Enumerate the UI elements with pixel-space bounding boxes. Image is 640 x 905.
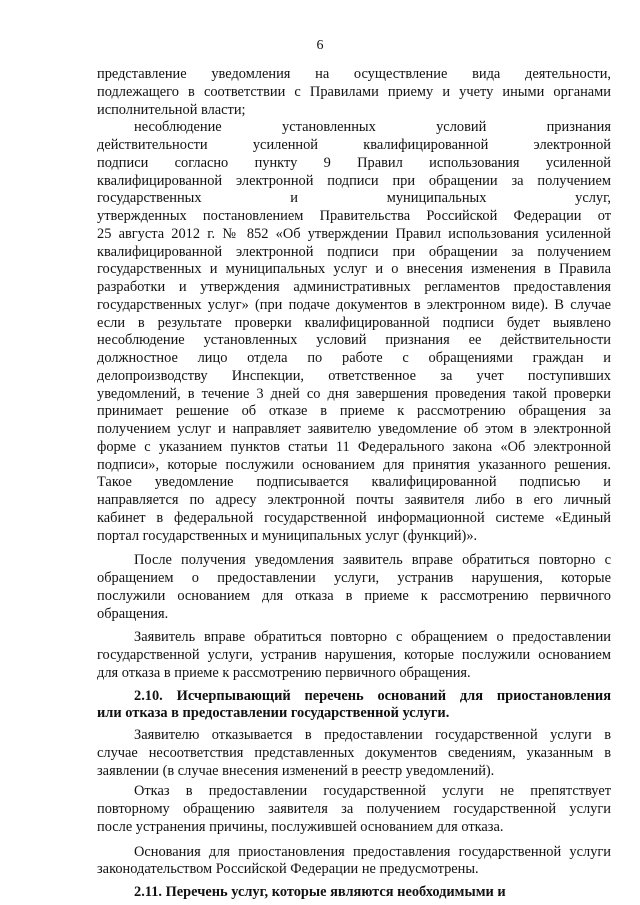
paragraph xyxy=(97,783,611,836)
paragraph xyxy=(97,629,611,682)
text-line: после устранения причины, послужившей основанием для отказа. xyxy=(97,818,504,835)
text-line: законодательством Российской Федерации не предусмотрены. xyxy=(97,861,479,878)
section-heading xyxy=(97,688,611,724)
text-line: государственной услуги, устранив нарушения, которые послужили основанием xyxy=(97,647,611,663)
text-line: государственных и муниципальных услуг, xyxy=(97,190,611,207)
section-heading xyxy=(97,884,611,902)
text-line: получением услуг и направляет заявителю уведомление об этом в электронной xyxy=(97,421,611,437)
text-line: представление уведомления на осуществление вида деятельности, xyxy=(97,66,611,82)
text-line: уведомлений, в течение 3 дней со дня завершения проведения такой проверки xyxy=(97,385,611,402)
text-line: послужили основанием для отказа в приеме к рассмотрению первичного xyxy=(97,587,611,604)
text-line: 2.10. Исчерпывающий перечень оснований для приостановления xyxy=(134,687,611,704)
text-line: должностное лицо отдела по работе с обращениями граждан и xyxy=(97,350,611,366)
text-line: принимает решение об отказе в приеме к рассмотрению обращения за xyxy=(97,403,611,420)
text-line: исполнительной власти; xyxy=(97,101,246,118)
text-line: государственных и муниципальных услуг и о внесения изменения в Правила xyxy=(97,261,611,278)
text-line: заявлении (в случае внесения изменений в реестр уведомлений). xyxy=(97,762,495,779)
document-body xyxy=(97,66,611,902)
paragraph xyxy=(97,727,611,780)
text-line: обращением о предоставлении услуги, устранив нарушения, которые xyxy=(97,570,611,586)
text-line: подлежащего в соответствии с Правилами приему и учету иными органами xyxy=(97,83,611,100)
text-line: портал государственных и муниципальных услуг (функций)». xyxy=(97,527,478,544)
text-line: если в результате проверки квалифицированной подписи будет выявлено xyxy=(97,314,611,331)
text-line: 2.11. Перечень услуг, которые являются необходимыми и xyxy=(134,884,506,900)
text-line: утвержденных постановлением Правительства Российской Федерации от xyxy=(97,208,611,224)
text-line: повторному обращению заявителя за получением государственной услуги xyxy=(97,801,611,817)
paragraph xyxy=(97,66,611,119)
page-number: 6 xyxy=(316,38,324,53)
text-line: или отказа в предоставлении государственной услуги. xyxy=(97,705,450,722)
paragraph xyxy=(97,844,611,880)
text-line: После получения уведомления заявитель вправе обратиться повторно с xyxy=(134,552,611,569)
text-line: разработки и утверждения административных регламентов предоставления xyxy=(97,279,611,295)
text-line: Такое уведомление подписывается квалифицированной подписью и xyxy=(97,474,611,491)
text-line: подписи согласно пункту 9 Правил использования усиленной xyxy=(97,154,611,171)
text-line: 25 августа 2012 г. № 852 «Об утверждении Правил использования усиленной xyxy=(97,225,611,242)
text-line: делопроизводству Инспекции, ответственное за учет поступивших xyxy=(97,367,611,384)
text-line: несоблюдение установленных условий признания ее действительности xyxy=(97,332,611,349)
text-line: действительности усиленной квалифицированной электронной xyxy=(97,137,611,153)
text-line: направляется по адресу электронной почты заявителя либо в его личный xyxy=(97,492,611,508)
text-line: Заявителю отказывается в предоставлении государственной услуги в xyxy=(134,727,611,743)
text-line: обращения. xyxy=(97,605,169,622)
text-line: для отказа в приеме к рассмотрению первичного обращения. xyxy=(97,664,471,681)
text-line: Основания для приостановления предоставления государственной услуги xyxy=(134,843,611,860)
paragraph xyxy=(97,119,611,545)
text-line: кабинет в федеральной государственной информационной системе «Единый xyxy=(97,509,611,526)
text-line: государственных услуг» (при подаче документов в электронном виде). В случае xyxy=(97,296,611,313)
text-line: форме с указанием пунктов статьи 11 Федерального закона «Об электронной xyxy=(97,438,611,455)
text-line: квалифицированной электронной подписи при обращении за получением xyxy=(97,243,611,260)
text-line: несоблюдение установленных условий признания xyxy=(134,119,611,136)
text-line: Отказ в предоставлении государственной услуги не препятствует xyxy=(134,783,611,800)
text-line: Заявитель вправе обратиться повторно с обращением о предоставлении xyxy=(134,629,611,646)
paragraph xyxy=(97,552,611,623)
text-line: подписи», которые послужили основанием для принятия указанного решения. xyxy=(97,456,611,473)
text-line: квалифицированной электронной подписи при обращении за получением xyxy=(97,172,611,189)
text-line: случае несоответствия представленных документов сведениям, указанным в xyxy=(97,744,611,761)
